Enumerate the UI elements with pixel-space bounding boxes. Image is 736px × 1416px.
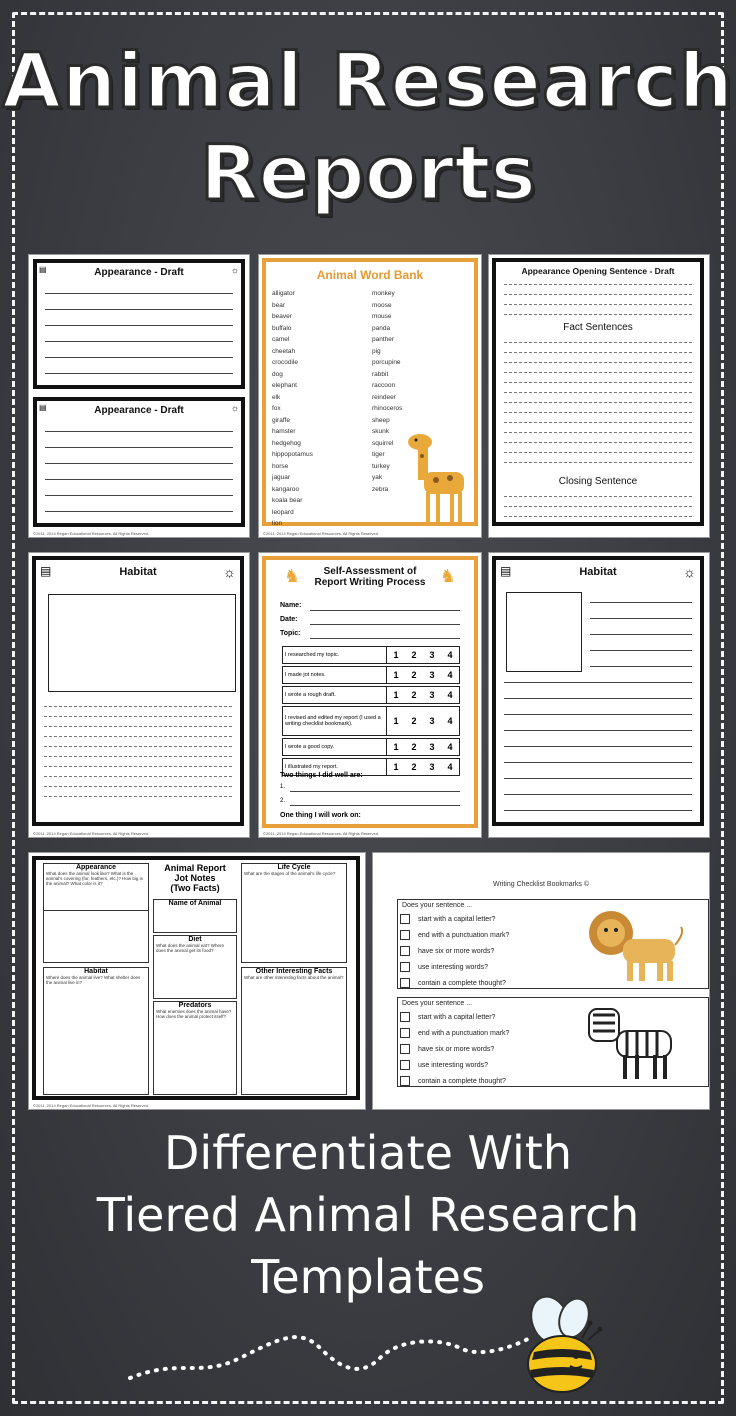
- sa-row-label: I revised and edited my report (I used a writing checklist bookmark).: [283, 707, 387, 735]
- raccoon-icon: ▤: [39, 403, 47, 412]
- sa-score: 2: [411, 716, 417, 726]
- sa-score: 4: [447, 742, 453, 752]
- sa-topic-field: Topic:: [280, 630, 301, 637]
- bookmark-item-label: have six or more words?: [418, 947, 495, 955]
- closing-sentence-heading: Closing Sentence: [558, 476, 638, 487]
- bookmark-item-label: use interesting words?: [418, 1061, 489, 1069]
- subtitle-line-3: Templates: [251, 1250, 485, 1304]
- raccoon-icon: ▤: [40, 564, 52, 578]
- lion-icon: ☼: [683, 564, 696, 580]
- word-bank-word: squirrel: [372, 439, 394, 447]
- fact-sentences-heading: Fact Sentences: [563, 322, 633, 333]
- word-bank-word: beaver: [272, 313, 292, 320]
- checkbox-icon: [400, 930, 410, 940]
- word-bank-word: panda: [372, 324, 391, 332]
- checkbox-icon: [400, 978, 410, 988]
- word-bank-word: pig: [372, 347, 381, 355]
- bookmark-item-label: contain a complete thought?: [418, 979, 506, 987]
- checkbox-icon: [400, 1060, 410, 1070]
- word-bank-word: fox: [272, 405, 281, 412]
- sa-score: 1: [393, 670, 399, 680]
- appearance-sheet-bottom: [33, 397, 245, 527]
- preview-appearance-draft: [28, 254, 250, 538]
- word-bank-word: skunk: [372, 428, 389, 435]
- raccoon-icon: ▤: [39, 265, 47, 274]
- word-bank-word: reindeer: [372, 393, 396, 401]
- sa-row-label: I illustrated my report.: [283, 759, 387, 775]
- sa-score: 1: [393, 650, 399, 660]
- checkbox-icon: [400, 914, 410, 924]
- bookmark-prompt: Does your sentence ...: [402, 1000, 473, 1007]
- sa-score: 3: [429, 650, 435, 660]
- sa-score: 2: [411, 742, 417, 752]
- word-bank-col-1: [272, 288, 313, 530]
- sa-row: [282, 706, 460, 736]
- sa-score: 2: [411, 690, 417, 700]
- word-bank-word: hamster: [272, 428, 296, 435]
- word-bank-word: monkey: [372, 290, 395, 297]
- sa-score: 2: [411, 762, 417, 772]
- sa-name-field: Name:: [280, 602, 302, 609]
- sa-score: 1: [393, 690, 399, 700]
- bookmark-item-label: start with a capital letter?: [418, 1013, 496, 1021]
- jn-appearance: Appearance What does the animal look like? What is the animal's covering (fur, feathers, etc.)? How big is the animal? What color is it?: [43, 863, 149, 963]
- sa-score: 3: [429, 670, 435, 680]
- appearance-sheet-top: [33, 259, 245, 389]
- habitat-drawing-box: [506, 592, 582, 672]
- word-bank-word: panther: [372, 336, 395, 343]
- footer-left: ©2011, 2014 Regan Educational Resources. All Rights Reserved.: [263, 531, 380, 536]
- bookmark-item-label: have six or more words?: [418, 1045, 495, 1053]
- word-bank-word: buffalo: [272, 324, 292, 332]
- sa-date-field: Date:: [280, 616, 298, 623]
- checkbox-icon: [400, 962, 410, 972]
- word-bank-word: lion: [272, 520, 283, 527]
- word-bank-word: crocodile: [272, 359, 299, 366]
- giraffe-icon: ♞: [439, 566, 456, 586]
- sa-score: 2: [411, 650, 417, 660]
- sa-score: 4: [447, 762, 453, 772]
- footer-left: ©2011, 2014 Regan Educational Resources. All Rights Reserved.: [263, 831, 380, 836]
- sa-score: 4: [447, 690, 453, 700]
- raccoon-icon: ▤: [500, 564, 512, 578]
- word-bank-word: elk: [272, 393, 281, 401]
- checkbox-icon: [400, 946, 410, 956]
- title-line-2: Reports: [200, 128, 536, 217]
- appearance-title-top: Appearance - Draft: [94, 267, 184, 278]
- word-bank-word: cheetah: [272, 347, 296, 355]
- footer-left: ©2011, 2014 Regan Educational Resources. All Rights Reserved.: [33, 531, 150, 536]
- word-bank-word: turkey: [372, 462, 390, 470]
- jn-life-cycle: Life Cycle What are the stages of the animal's life cycle?: [241, 863, 347, 963]
- sa-score: 1: [393, 716, 399, 726]
- habitat-title-right: Habitat: [579, 566, 617, 578]
- sa-row: [282, 666, 460, 684]
- lion-icon: ☼: [223, 564, 236, 580]
- bookmark-item-label: end with a punctuation mark?: [418, 931, 510, 939]
- sa-row: [282, 738, 460, 756]
- sa-score: 3: [429, 762, 435, 772]
- preview-habitat-left: [28, 552, 250, 838]
- preview-habitat-right: [488, 552, 710, 838]
- word-bank-word: jaguar: [272, 474, 291, 481]
- dotted-flight-path: [120, 1318, 540, 1388]
- word-bank-word: yak: [372, 474, 383, 481]
- word-bank-word: porcupine: [372, 359, 401, 366]
- sa-row-label: I wrote a rough draft.: [283, 687, 387, 703]
- word-bank-word: bear: [272, 301, 286, 309]
- jn-title: Animal Report Jot Notes (Two Facts): [164, 863, 226, 893]
- word-bank-word: tiger: [372, 451, 385, 458]
- word-bank-word: sheep: [372, 416, 390, 424]
- footer-left: ©2011, 2014 Regan Educational Resources. All Rights Reserved.: [33, 831, 150, 836]
- sa-num-1: 1.: [280, 784, 286, 790]
- habitat-drawing-box: [48, 594, 236, 692]
- word-bank-word: mouse: [372, 313, 392, 320]
- checkbox-icon: [400, 1076, 410, 1086]
- giraffe-icon: [406, 432, 476, 527]
- bookmark-item-label: start with a capital letter?: [418, 915, 496, 923]
- word-bank-word: raccoon: [372, 382, 396, 389]
- sa-score: 1: [393, 742, 399, 752]
- preview-self-assessment: [258, 552, 482, 838]
- bookmark-prompt: Does your sentence ...: [402, 902, 473, 909]
- bee-icon: [512, 1290, 608, 1398]
- checkbox-icon: [400, 1028, 410, 1038]
- sa-score: 1: [393, 762, 399, 772]
- sa-did-well: Two things I did well are:: [280, 772, 363, 779]
- word-bank-word: rhinoceros: [372, 405, 403, 412]
- sa-score: 4: [447, 670, 453, 680]
- sa-row-label: I made jot notes.: [283, 667, 387, 683]
- preview-bookmarks: [372, 852, 710, 1110]
- sa-score: 3: [429, 716, 435, 726]
- jn-diet: Diet What does the animal eat? Where does the animal get its food?: [153, 935, 237, 999]
- bookmark-item-label: end with a punctuation mark?: [418, 1029, 510, 1037]
- sa-num-2: 2.: [280, 798, 286, 804]
- sa-score: 4: [447, 650, 453, 660]
- bookmark-item-label: use interesting words?: [418, 963, 489, 971]
- appearance-title-bottom: Appearance - Draft: [94, 405, 184, 416]
- word-bank-col-2: [372, 288, 402, 495]
- word-bank-word: kangaroo: [272, 485, 300, 493]
- word-bank-word: zebra: [372, 485, 389, 493]
- sa-row: [282, 646, 460, 664]
- sa-title-1: Self-Assessment of: [323, 566, 417, 577]
- word-bank-word: koala bear: [272, 497, 303, 504]
- preview-word-bank: [258, 254, 482, 538]
- sa-score: 3: [429, 742, 435, 752]
- sa-score: 3: [429, 690, 435, 700]
- word-bank-word: giraffe: [272, 416, 290, 424]
- word-bank-word: rabbit: [372, 370, 389, 378]
- lion-icon: ☼: [230, 265, 239, 275]
- sa-row-label: I researched my topic.: [283, 647, 387, 663]
- sa-title-2: Report Writing Process: [314, 577, 426, 588]
- sa-work-on: One thing I will work on:: [280, 812, 361, 819]
- preview-jot-notes: [28, 852, 366, 1110]
- lion-icon: [579, 903, 689, 987]
- word-bank-word: dog: [272, 370, 283, 378]
- word-bank-word: elephant: [272, 382, 297, 389]
- subtitle-line-1: Differentiate With: [164, 1126, 572, 1180]
- word-bank-word: hippopotamus: [272, 451, 313, 458]
- sa-score: 2: [411, 670, 417, 680]
- bookmark-item-label: contain a complete thought?: [418, 1077, 506, 1085]
- word-bank-word: alligator: [272, 290, 295, 297]
- checkbox-icon: [400, 1012, 410, 1022]
- sa-score: 4: [447, 716, 453, 726]
- lion-icon: ☼: [230, 403, 239, 413]
- title-line-1: Animal Research: [2, 36, 734, 125]
- word-bank-word: hedgehog: [272, 439, 301, 447]
- word-bank-word: leopard: [272, 508, 294, 516]
- jn-habitat: Habitat Where does the animal live? What shelter does the animal live in?: [43, 967, 149, 1095]
- giraffe-icon: ♞: [284, 566, 301, 586]
- word-bank-word: camel: [272, 336, 290, 343]
- jn-other: Other Interesting Facts What are other interesting facts about the animal?: [241, 967, 347, 1095]
- word-bank-title: Animal Word Bank: [316, 268, 424, 282]
- jn-predators: Predators What enemies does the animal have? How does the animal protect itself?: [153, 1001, 237, 1095]
- bookmarks-title: Writing Checklist Bookmarks ©: [492, 881, 590, 888]
- subtitle-line-2: Tiered Animal Research: [96, 1188, 640, 1242]
- word-bank-word: horse: [272, 462, 289, 470]
- word-bank-word: moose: [372, 301, 392, 309]
- checkbox-icon: [400, 1044, 410, 1054]
- sa-row-label: I wrote a good copy.: [283, 739, 387, 755]
- jn-name: Name of Animal: [153, 899, 237, 933]
- opening-title: Appearance Opening Sentence - Draft: [521, 266, 675, 276]
- footer-left: ©2011, 2014 Regan Educational Resources. All Rights Reserved.: [33, 1103, 150, 1108]
- habitat-title-left: Habitat: [119, 566, 157, 578]
- zebra-icon: [583, 1003, 683, 1085]
- sa-row: [282, 686, 460, 704]
- preview-opening-sentence: [488, 254, 710, 538]
